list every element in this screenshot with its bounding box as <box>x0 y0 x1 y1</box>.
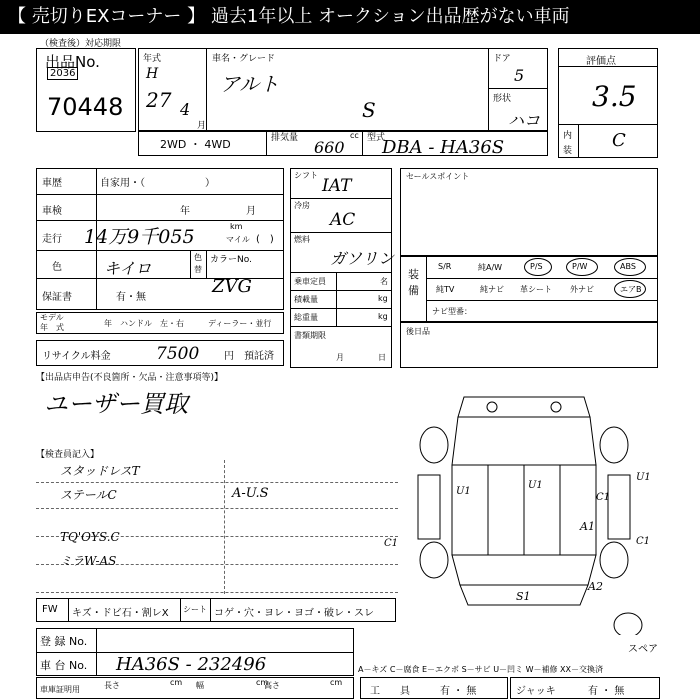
tools-value: 有 ・ 無 <box>440 686 477 697</box>
dealer-options: ディーラー・並行 <box>208 319 272 328</box>
legend-fw: FW <box>42 604 58 615</box>
mile-unit: マイル <box>226 235 250 244</box>
car-hood <box>452 417 596 465</box>
fuel-value: ガソリン <box>330 249 395 268</box>
remarks-text: ユーザー買取 <box>44 390 188 418</box>
docs-day: 日 <box>378 353 386 362</box>
equip-ext-navi: 外ナビ <box>570 285 594 294</box>
docs-unit: 月 <box>336 353 344 362</box>
color-value: キイロ <box>104 259 152 278</box>
registration-label: 登 録 No. <box>40 635 88 648</box>
subnote: （検査後）対応期限 <box>40 39 122 49</box>
model-code: DBA - HA36S <box>382 137 505 158</box>
damage-codes: A－キズ C－腐食 E－エクボ S－サビ U－凹ミ W－補修 XX－交換済 <box>358 665 604 674</box>
doors: 5 <box>514 66 525 85</box>
model-year-label-2: 年 式 <box>40 323 64 332</box>
ac-value: AC <box>330 210 356 230</box>
shift-label: シフト <box>294 171 318 180</box>
inspector-line-2: ステールC <box>60 488 117 502</box>
equip-pw: P/W <box>572 262 588 271</box>
height-unit: cm <box>330 678 343 687</box>
color-code-label: カラーNo. <box>210 255 252 265</box>
damage-mark-c1-c: C1 <box>636 536 651 547</box>
equip-ps: P/S <box>530 262 543 271</box>
spare-label: スペア <box>628 644 658 655</box>
month-unit: 月 <box>197 121 207 131</box>
cc-unit: cc <box>350 131 359 140</box>
tools-label: 工 具 <box>370 686 410 697</box>
damage-mark-s1: S1 <box>516 590 531 603</box>
mileage-label: 走行 <box>42 234 62 245</box>
equip-navi: 純ナビ <box>480 285 504 294</box>
weight-unit: kg <box>378 312 388 321</box>
equip-airbag-circle <box>614 280 646 298</box>
displacement: 660 <box>314 138 345 157</box>
navi-model-label: ナビ型番： <box>432 307 472 316</box>
equipment-label-1: 装 <box>408 268 419 281</box>
load-label: 積載量 <box>294 295 318 304</box>
inspector-label: 【検査員記入】 <box>36 450 100 460</box>
equip-ps-circle <box>524 258 552 276</box>
model-label: 型式 <box>367 133 386 143</box>
capacity-unit: 名 <box>380 277 388 286</box>
damage-mark-u1-c: U1 <box>636 472 651 483</box>
chassis-label: 車 台 No. <box>40 659 88 672</box>
era: H <box>146 66 159 82</box>
month-value: 4 <box>180 100 191 119</box>
equip-pw-circle <box>566 258 598 276</box>
car-name: アルト <box>220 72 280 96</box>
garage-cert-row <box>36 677 354 699</box>
inspector-line-3: A-U.S <box>232 486 269 501</box>
chassis-number: HA36S - 232496 <box>116 654 267 675</box>
damage-mark-c1-b: C1 <box>384 538 399 549</box>
damage-mark-c1-a: C1 <box>596 492 611 503</box>
warranty-label: 保証書 <box>42 292 72 303</box>
damage-mark-a2: A2 <box>588 580 603 593</box>
width-label: 幅 <box>196 681 204 690</box>
fuel-label: 燃料 <box>294 235 310 244</box>
displacement-label: 排気量 <box>271 133 299 143</box>
lot-box <box>36 48 136 132</box>
warranty-value: 有・無 <box>116 292 146 303</box>
handle-options: ハンドル 左・右 <box>120 319 184 328</box>
equip-alloy: 純A/W <box>478 263 503 272</box>
year-label: 年式 <box>143 54 162 64</box>
inspection-month: 月 <box>246 206 256 217</box>
legend-seat-items: コゲ・穴・ヨレ・ヨゴ・破レ・スレ <box>214 608 374 619</box>
capacity-label: 乗車定員 <box>294 277 326 286</box>
grade: S <box>362 98 376 122</box>
width-unit: cm <box>256 678 269 687</box>
car-front-outline <box>458 397 590 417</box>
spare-tire-icon <box>614 613 642 635</box>
load-unit: kg <box>378 294 388 303</box>
inspector-line-5: ミラW-AS <box>60 554 117 568</box>
damage-mark-u1-b: U1 <box>528 480 543 491</box>
height-label: 高さ <box>264 681 280 690</box>
recycle-value: 7500 <box>156 344 200 364</box>
page-banner: 【 売切りEXコーナー 】 過去1年以上 オークション出品歴がない車両 <box>0 0 700 34</box>
damage-mark-a1: A1 <box>580 520 595 533</box>
equip-sr: S/R <box>438 262 452 271</box>
car-rear <box>452 555 596 585</box>
drive-options: 2WD ・ 4WD <box>160 138 231 151</box>
lot-label: 出品No. <box>45 53 100 71</box>
name-label: 車名・グレード <box>212 54 276 64</box>
inspector-line-1: スタッドレスT <box>60 464 140 478</box>
color-label: 色 <box>52 262 62 273</box>
docs-label: 書類期限 <box>294 331 326 340</box>
legend-fw-items: キズ・ドビ石・割レX <box>72 608 169 619</box>
interior-label-2: 装 <box>563 146 573 156</box>
equip-abs-circle <box>614 258 646 276</box>
lot-code: 2036 <box>47 67 78 80</box>
color-code: ZVG <box>212 276 252 297</box>
color-change-2: 替 <box>194 265 202 274</box>
wheel-rear-right <box>600 542 628 578</box>
year-value: 27 <box>146 88 172 112</box>
wheel-front-right <box>600 427 628 463</box>
ac-label: 冷房 <box>294 201 310 210</box>
wheel-front-left <box>420 427 448 463</box>
legend-seat: シート <box>183 605 207 614</box>
score-label: 評価点 <box>586 56 616 67</box>
side-right <box>608 475 630 539</box>
door-label: ドア <box>493 54 511 64</box>
wheel-rear-left <box>420 542 448 578</box>
weight-label: 総重量 <box>294 313 318 322</box>
length-unit: cm <box>170 678 183 687</box>
model-year-unit: 年 <box>104 319 112 328</box>
length-label: 長さ <box>104 681 120 690</box>
inspector-line-4: TQ'OYS.C <box>60 530 120 544</box>
after-box <box>400 322 658 368</box>
shape-label: 形状 <box>493 94 512 104</box>
inspection-label: 車検 <box>42 206 62 217</box>
recycle-unit: 円 預託済 <box>224 351 274 362</box>
model-year-label-1: モデル <box>40 313 64 322</box>
inspection-year: 年 <box>180 206 190 217</box>
history-value: 自家用・（ ） <box>100 178 215 189</box>
equip-tv: 純TV <box>436 285 455 294</box>
recycle-label: リサイクル料金 <box>42 351 111 362</box>
jack-label: ジャッキ <box>516 686 556 697</box>
color-change-1: 色 <box>194 253 202 262</box>
mileage-paren: ( ) <box>256 234 274 245</box>
interior-score: C <box>612 130 626 151</box>
equip-airbag: エアB <box>620 285 642 294</box>
shift-value: IAT <box>322 176 352 196</box>
shape: ハコ <box>508 111 541 130</box>
interior-label-1: 内 <box>563 131 573 141</box>
mileage-value: 14万9千055 <box>84 226 195 248</box>
equipment-label-2: 備 <box>408 284 419 297</box>
equip-abs: ABS <box>620 262 636 271</box>
history-label: 車歴 <box>42 178 62 189</box>
side-left <box>418 475 440 539</box>
after-label: 後日品 <box>406 327 430 336</box>
score-value: 3.5 <box>592 80 637 113</box>
jack-value: 有 ・ 無 <box>588 686 625 697</box>
lot-number: 70448 <box>47 93 124 121</box>
km-unit: km <box>230 222 243 231</box>
garage-cert-label: 車庫証明用 <box>40 685 80 694</box>
sales-label: セールスポイント <box>406 172 470 181</box>
remarks-label: 【出品店申告(不良箇所・欠品・注意事項等)】 <box>36 373 224 383</box>
damage-mark-u1-a: U1 <box>456 486 471 497</box>
equip-leather: 革シート <box>520 285 552 294</box>
